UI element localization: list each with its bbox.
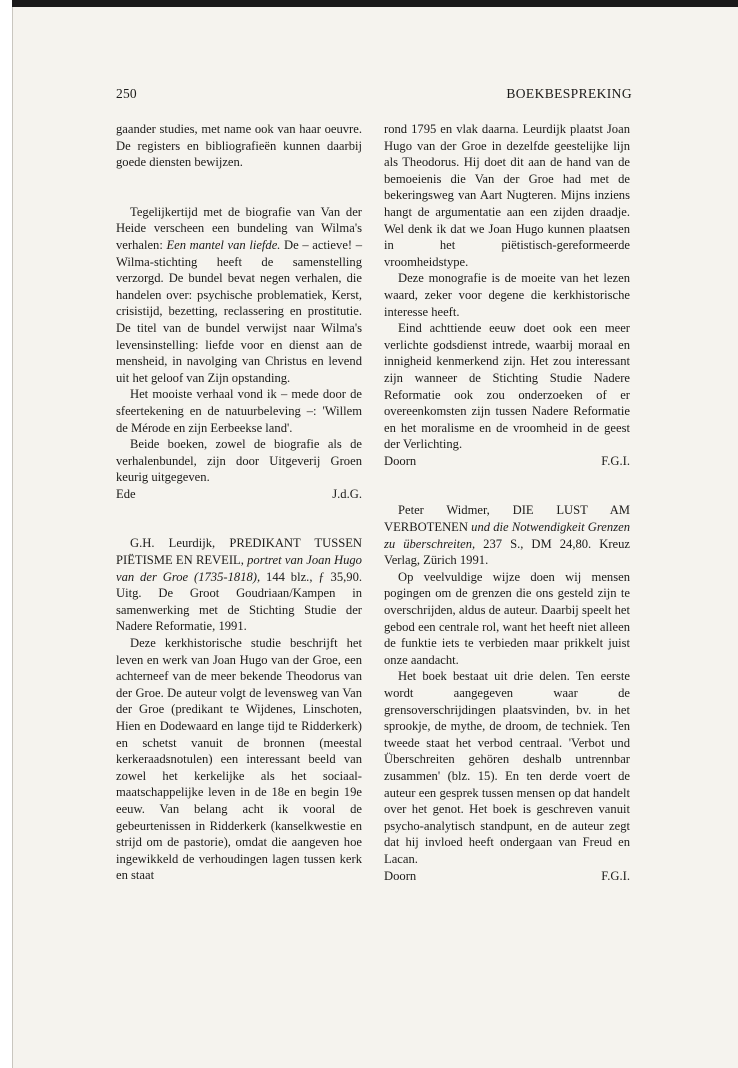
page-number: 250 <box>116 86 137 101</box>
book-subtitle-italic: und die Notwendigkeit Grenzen zu überschreiten, <box>384 520 630 551</box>
right-paragraph-2: Deze monografie is de moeite van het lezen waard, zeker voor degene die kerkhistorische interesse heeft. <box>384 271 630 319</box>
signature-doorn-1 <box>384 453 630 470</box>
right-paragraph-4: Op veelvuldige wijze doen wij mensen pogingen om de grenzen die ons gesteld zijn te overschrijden, aldus de auteur. Daarbij speelt het gebod een centrale rol, want het heeft niet alleen de funktie iets te verbieden maar prikkelt juist onze aandacht. <box>384 569 630 667</box>
right-column <box>384 121 630 884</box>
book-entry-leurdijk: G.H. Leurdijk, PREDIKANT TUSSEN PIËTISME EN REVEIL, portret van Joan Hugo van der Groe (1735-1818), 144 blz., ƒ 35,90. Uitg. De Groot Goudriaan/Kampen in samenwerking met de Stichting Studie der Nadere Reformatie, 1991. <box>116 536 363 634</box>
scan-edge-bar <box>12 0 738 7</box>
signature-doorn-2 <box>384 868 630 885</box>
book-title-italic: Een mantel van liefde. <box>166 237 281 252</box>
signature-place: Ede <box>116 486 136 501</box>
left-paragraph-5: Deze kerkhistorische studie beschrijft het leven en werk van Joan Hugo van der Groe, een achterneef van de meer bekende Theodorus van der Groe. De auteur volgt de levensweg van Van der Groe (predikant te Wijdenes, Linschoten, Hien en Dodewaard en lange tijd te Ridderkerk) en schetst vanuit de bronnen (meestal kerkeraadsnotulen) een interessant beeld van zowel het kerkelijke als het sociaal-maatschappelijke leven in de 18e en begin 19e eeuw. Van belang acht ik vooral de gebeurtenissen in Ridderkerk (kanselkwestie en strijd om de pastorie), omdat die aangeven hoe ingewikkeld de verhoudingen lagen tussen kerk en staat <box>116 636 362 883</box>
signature-initials: F.G.I. <box>601 868 630 883</box>
running-header <box>116 86 632 104</box>
left-paragraph-2: Tegelijkertijd met de biografie van Van der Heide verscheen een bundeling van Wilma's verhalen: Een mantel van liefde. De – actieve! – Wilma-stichting heeft de samenstelling verzorgd. De bundel bevat negen verhalen, die handelen over: psychische problematiek, Kerst, crisistijd, bezetting, reclassering en prostitutie. De titel van de bundel verwijst naar Wilma's levensinstelling: liefde voor en dienst aan de mensheid, in navolging van Christus en levend uit het geloof van Zijn opstanding. <box>116 204 363 385</box>
left-paragraph-3: Het mooiste verhaal vond ik – mede door de sfeertekening en de natuurbeleving –: 'Willem de Mérode en zijn Eerbeekse land'. <box>116 387 362 435</box>
signature-place: Doorn <box>384 453 417 468</box>
signature-initials: J.d.G. <box>332 486 362 501</box>
signature-initials: F.G.I. <box>601 453 630 468</box>
right-paragraph-3: Eind achttiende eeuw doet ook een meer verlichte godsdienst intrede, waarbij moraal en innigheid kenmerkend zijn. Het zou interessant zijn wanneer de Stichting Studie Nadere Reformatie ook zou onderzoeken of er overeenkomsten zijn tussen Nadere Reformatie en het moralisme en de vroomheid in de geest der Verlichting. <box>384 321 630 452</box>
right-paragraph-1: rond 1795 en vlak daarna. Leurdijk plaatst Joan Hugo van der Groe in dezelfde geestelijke lijn als Theodorus. Hij doet dit aan de hand van de bemoeienis die Van der Groe had met de bekeringsweg van Aart Nugteren. Mijns inziens hangt de argumentatie aan een zijden draadje. Wel denk ik dat we Joan Hugo kunnen plaatsen in het piëtistisch-gereformeerde vroomheidstype. <box>384 122 630 269</box>
signature-ede <box>116 486 362 503</box>
signature-place: Doorn <box>384 868 417 883</box>
right-paragraph-5: Het boek bestaat uit drie delen. Ten eerste wordt aangegeven waar de grensoverschrijdingen plaatsvinden, bv. in het sprookje, de mythe, de droom, de techniek. Ten tweede staat het verbod centraal. 'Verbot und Überschreiten gehören deshalb untrennbar zusammen' (blz. 15). En ten derde voert de auteur een gesprek tussen mensen op dat handelt over het genot. Het boek is geschreven vanuit psycho-analytisch standpunt, en de auteur zegt dat hij invloed heeft ondergaan van Freud en Lacan. <box>384 669 630 866</box>
left-column <box>116 121 362 884</box>
book-subtitle-italic: portret van Joan Hugo van der Groe (1735-1818), <box>116 553 362 584</box>
running-title: BOEKBESPREKING <box>506 86 632 101</box>
book-entry-widmer: Peter Widmer, DIE LUST AM VERBOTENEN und die Notwendigkeit Grenzen zu überschreiten, 237 S., DM 24,80. Kreuz Verlag, Zürich 1991. <box>384 503 630 568</box>
left-paragraph-1: gaander studies, met name ook van haar oeuvre. De registers en bibliografieën kunnen daarbij goede diensten bewijzen. <box>116 122 362 170</box>
left-paragraph-4: Beide boeken, zowel de biografie als de verhalenbundel, zijn door Uitgeverij Groen keurig uitgegeven. <box>116 437 362 485</box>
